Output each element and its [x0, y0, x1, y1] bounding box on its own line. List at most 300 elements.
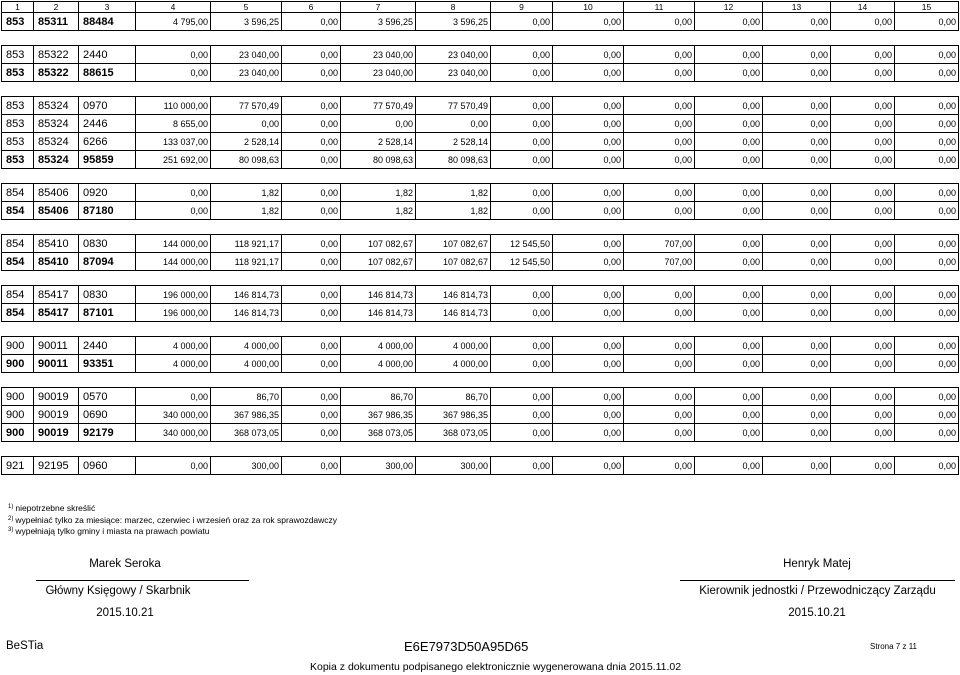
amount-cell: 0,00 [553, 388, 624, 406]
amount-cell: 0,00 [491, 424, 553, 442]
amount-cell: 0,00 [695, 133, 763, 151]
chapter-cell: 85324 [34, 97, 79, 115]
amount-cell: 0,00 [136, 457, 211, 475]
right-signature-role: Kierownik jednostki / Przewodniczący Zarządu [699, 585, 936, 597]
amount-cell: 0,00 [831, 46, 895, 64]
section-cell: 853 [2, 46, 34, 64]
amount-cell: 0,00 [831, 115, 895, 133]
row-separator [2, 220, 959, 235]
amount-cell: 80 098,63 [416, 151, 491, 169]
amount-cell: 0,00 [282, 424, 341, 442]
section-cell: 853 [2, 97, 34, 115]
amount-cell: 0,00 [895, 253, 959, 271]
amount-cell: 0,00 [282, 286, 341, 304]
amount-cell: 12 545,50 [491, 253, 553, 271]
amount-cell: 0,00 [282, 97, 341, 115]
paragraph-cell: 0970 [79, 97, 136, 115]
amount-cell: 0,00 [695, 388, 763, 406]
amount-cell: 0,00 [136, 46, 211, 64]
right-signature-name: Henryk Matej [783, 558, 851, 570]
amount-cell: 0,00 [895, 184, 959, 202]
amount-cell: 0,00 [341, 115, 416, 133]
amount-cell: 0,00 [763, 13, 831, 31]
amount-cell: 0,00 [491, 355, 553, 373]
amount-cell: 0,00 [831, 133, 895, 151]
amount-cell: 0,00 [553, 13, 624, 31]
amount-cell: 0,00 [553, 202, 624, 220]
amount-cell: 0,00 [553, 406, 624, 424]
chapter-cell: 85324 [34, 115, 79, 133]
amount-cell: 0,00 [695, 97, 763, 115]
amount-cell: 0,00 [491, 97, 553, 115]
chapter-cell: 85311 [34, 13, 79, 31]
left-signature-line [36, 580, 249, 581]
amount-cell: 0,00 [136, 64, 211, 82]
amount-cell: 107 082,67 [416, 253, 491, 271]
amount-cell: 107 082,67 [341, 235, 416, 253]
footnote: $^{2)}$ wypełniać tylko za miesiące: marzec, czerwiec i wrzesień oraz za rok sprawozdawczy [8, 514, 338, 525]
table-row [2, 46, 959, 64]
amount-cell: 0,00 [624, 184, 695, 202]
amount-cell: 0,00 [763, 406, 831, 424]
amount-cell: 0,00 [763, 202, 831, 220]
amount-cell: 0,00 [553, 457, 624, 475]
table-row [2, 115, 959, 133]
amount-cell: 0,00 [491, 184, 553, 202]
paragraph-cell: 0920 [79, 184, 136, 202]
amount-cell: 367 986,35 [341, 406, 416, 424]
amount-cell: 86,70 [211, 388, 282, 406]
amount-cell: 0,00 [491, 202, 553, 220]
amount-cell: 196 000,00 [136, 304, 211, 322]
amount-cell: 0,00 [895, 151, 959, 169]
amount-cell: 8 655,00 [136, 115, 211, 133]
paragraph-cell: 0960 [79, 457, 136, 475]
chapter-cell: 85417 [34, 304, 79, 322]
section-cell: 900 [2, 355, 34, 373]
chapter-cell: 85322 [34, 64, 79, 82]
amount-cell: 0,00 [491, 46, 553, 64]
row-separator [2, 31, 959, 46]
footnotes [8, 502, 337, 537]
amount-cell: 0,00 [831, 424, 895, 442]
amount-cell: 0,00 [763, 457, 831, 475]
paragraph-cell: 0690 [79, 406, 136, 424]
amount-cell: 0,00 [491, 151, 553, 169]
amount-cell: 12 545,50 [491, 235, 553, 253]
amount-cell: 23 040,00 [341, 46, 416, 64]
amount-cell: 146 814,73 [341, 286, 416, 304]
amount-cell: 0,00 [763, 133, 831, 151]
amount-cell: 0,00 [695, 115, 763, 133]
amount-cell: 0,00 [491, 406, 553, 424]
amount-cell: 0,00 [624, 304, 695, 322]
amount-cell: 0,00 [895, 355, 959, 373]
amount-cell: 23 040,00 [416, 46, 491, 64]
column-header: 14 [831, 2, 895, 13]
row-separator [2, 169, 959, 184]
amount-cell: 3 596,25 [341, 13, 416, 31]
amount-cell: 0,00 [624, 133, 695, 151]
column-header: 5 [211, 2, 282, 13]
amount-cell: 0,00 [831, 151, 895, 169]
paragraph-cell: 88484 [79, 13, 136, 31]
amount-cell: 0,00 [695, 337, 763, 355]
paragraph-cell: 2446 [79, 115, 136, 133]
paragraph-cell: 93351 [79, 355, 136, 373]
amount-cell: 0,00 [282, 115, 341, 133]
column-header: 10 [553, 2, 624, 13]
section-cell: 900 [2, 388, 34, 406]
amount-cell: 0,00 [282, 388, 341, 406]
paragraph-cell: 0570 [79, 388, 136, 406]
amount-cell: 0,00 [695, 457, 763, 475]
amount-cell: 1,82 [211, 184, 282, 202]
amount-cell: 0,00 [553, 286, 624, 304]
report-table [1, 1, 959, 475]
amount-cell: 2 528,14 [211, 133, 282, 151]
table-row [2, 304, 959, 322]
amount-cell: 146 814,73 [416, 286, 491, 304]
amount-cell: 107 082,67 [341, 253, 416, 271]
amount-cell: 0,00 [282, 406, 341, 424]
paragraph-cell: 0830 [79, 235, 136, 253]
paragraph-cell: 95859 [79, 151, 136, 169]
amount-cell: 0,00 [416, 115, 491, 133]
amount-cell: 340 000,00 [136, 406, 211, 424]
amount-cell: 0,00 [895, 235, 959, 253]
amount-cell: 0,00 [624, 46, 695, 64]
amount-cell: 0,00 [553, 97, 624, 115]
amount-cell: 0,00 [136, 184, 211, 202]
amount-cell: 0,00 [695, 286, 763, 304]
paragraph-cell: 6266 [79, 133, 136, 151]
table-row [2, 388, 959, 406]
amount-cell: 4 000,00 [211, 355, 282, 373]
chapter-cell: 90011 [34, 337, 79, 355]
amount-cell: 146 814,73 [211, 304, 282, 322]
amount-cell: 80 098,63 [341, 151, 416, 169]
amount-cell: 133 037,00 [136, 133, 211, 151]
amount-cell: 146 814,73 [416, 304, 491, 322]
amount-cell: 0,00 [763, 253, 831, 271]
amount-cell: 707,00 [624, 235, 695, 253]
amount-cell: 0,00 [895, 64, 959, 82]
paragraph-cell: 2440 [79, 46, 136, 64]
amount-cell: 0,00 [624, 64, 695, 82]
amount-cell: 4 000,00 [136, 337, 211, 355]
table-row [2, 13, 959, 31]
amount-cell: 0,00 [895, 406, 959, 424]
amount-cell: 0,00 [491, 337, 553, 355]
amount-cell: 0,00 [553, 133, 624, 151]
table-row [2, 337, 959, 355]
left-signature-name: Marek Seroka [89, 558, 161, 570]
amount-cell: 0,00 [831, 184, 895, 202]
amount-cell: 0,00 [282, 304, 341, 322]
amount-cell: 0,00 [491, 64, 553, 82]
amount-cell: 0,00 [624, 151, 695, 169]
amount-cell: 0,00 [553, 355, 624, 373]
amount-cell: 0,00 [831, 64, 895, 82]
table-row [2, 457, 959, 475]
amount-cell: 0,00 [695, 304, 763, 322]
amount-cell: 0,00 [136, 388, 211, 406]
amount-cell: 368 073,05 [341, 424, 416, 442]
amount-cell: 110 000,00 [136, 97, 211, 115]
amount-cell: 0,00 [282, 64, 341, 82]
paragraph-cell: 87101 [79, 304, 136, 322]
amount-cell: 77 570,49 [416, 97, 491, 115]
amount-cell: 300,00 [416, 457, 491, 475]
column-header: 13 [763, 2, 831, 13]
amount-cell: 0,00 [553, 304, 624, 322]
amount-cell: 86,70 [416, 388, 491, 406]
amount-cell: 1,82 [341, 184, 416, 202]
table-row [2, 424, 959, 442]
amount-cell: 118 921,17 [211, 235, 282, 253]
amount-cell: 367 986,35 [211, 406, 282, 424]
amount-cell: 4 000,00 [341, 337, 416, 355]
table-row [2, 235, 959, 253]
amount-cell: 0,00 [282, 355, 341, 373]
column-header: 3 [79, 2, 136, 13]
row-separator [2, 322, 959, 337]
amount-cell: 144 000,00 [136, 235, 211, 253]
column-header: 15 [895, 2, 959, 13]
section-cell: 853 [2, 64, 34, 82]
section-cell: 921 [2, 457, 34, 475]
paragraph-cell: 87180 [79, 202, 136, 220]
amount-cell: 0,00 [491, 388, 553, 406]
copy-note: Kopia z dokumentu podpisanego elektronicznie wygenerowana dnia 2015.11.02 [310, 661, 682, 673]
amount-cell: 4 000,00 [341, 355, 416, 373]
amount-cell: 0,00 [491, 286, 553, 304]
table-row [2, 253, 959, 271]
amount-cell: 0,00 [831, 355, 895, 373]
amount-cell: 1,82 [211, 202, 282, 220]
paragraph-cell: 87094 [79, 253, 136, 271]
amount-cell: 0,00 [831, 13, 895, 31]
amount-cell: 118 921,17 [211, 253, 282, 271]
document-hash: E6E7973D50A95D65 [404, 639, 529, 654]
amount-cell: 340 000,00 [136, 424, 211, 442]
table-row [2, 97, 959, 115]
amount-cell: 0,00 [491, 13, 553, 31]
amount-cell: 0,00 [695, 424, 763, 442]
amount-cell: 0,00 [695, 202, 763, 220]
amount-cell: 0,00 [624, 424, 695, 442]
amount-cell: 0,00 [831, 97, 895, 115]
section-cell: 853 [2, 13, 34, 31]
amount-cell: 0,00 [282, 46, 341, 64]
row-separator [2, 442, 959, 457]
amount-cell: 0,00 [624, 202, 695, 220]
amount-cell: 0,00 [624, 406, 695, 424]
amount-cell: 0,00 [695, 13, 763, 31]
amount-cell: 0,00 [763, 388, 831, 406]
chapter-cell: 85324 [34, 133, 79, 151]
amount-cell: 0,00 [282, 337, 341, 355]
amount-cell: 0,00 [695, 151, 763, 169]
table-row [2, 184, 959, 202]
chapter-cell: 85410 [34, 253, 79, 271]
section-cell: 900 [2, 406, 34, 424]
amount-cell: 4 795,00 [136, 13, 211, 31]
amount-cell: 0,00 [695, 46, 763, 64]
amount-cell: 0,00 [831, 253, 895, 271]
section-cell: 853 [2, 151, 34, 169]
chapter-cell: 90019 [34, 388, 79, 406]
amount-cell: 0,00 [553, 151, 624, 169]
column-header: 9 [491, 2, 553, 13]
amount-cell: 0,00 [895, 337, 959, 355]
column-header: 2 [34, 2, 79, 13]
right-signature-date: 2015.10.21 [788, 607, 846, 619]
amount-cell: 0,00 [695, 355, 763, 373]
amount-cell: 0,00 [895, 286, 959, 304]
amount-cell: 0,00 [624, 115, 695, 133]
section-cell: 854 [2, 184, 34, 202]
amount-cell: 0,00 [282, 13, 341, 31]
amount-cell: 77 570,49 [341, 97, 416, 115]
footnote: $^{1)}$ niepotrzebne skreślić [8, 503, 96, 513]
amount-cell: 0,00 [553, 115, 624, 133]
amount-cell: 0,00 [895, 133, 959, 151]
column-header: 7 [341, 2, 416, 13]
amount-cell: 0,00 [553, 46, 624, 64]
amount-cell: 0,00 [553, 253, 624, 271]
amount-cell: 0,00 [831, 337, 895, 355]
column-header-row [2, 2, 959, 13]
amount-cell: 368 073,05 [211, 424, 282, 442]
amount-cell: 0,00 [895, 304, 959, 322]
amount-cell: 0,00 [624, 337, 695, 355]
amount-cell: 0,00 [624, 97, 695, 115]
amount-cell: 0,00 [831, 406, 895, 424]
section-cell: 900 [2, 337, 34, 355]
table-row [2, 64, 959, 82]
amount-cell: 300,00 [211, 457, 282, 475]
chapter-cell: 85324 [34, 151, 79, 169]
column-header: 8 [416, 2, 491, 13]
table-row [2, 406, 959, 424]
amount-cell: 0,00 [282, 235, 341, 253]
amount-cell: 2 528,14 [416, 133, 491, 151]
chapter-cell: 85417 [34, 286, 79, 304]
amount-cell: 0,00 [624, 355, 695, 373]
amount-cell: 300,00 [341, 457, 416, 475]
amount-cell: 0,00 [553, 424, 624, 442]
amount-cell: 0,00 [763, 337, 831, 355]
amount-cell: 0,00 [895, 13, 959, 31]
amount-cell: 1,82 [416, 202, 491, 220]
chapter-cell: 85410 [34, 235, 79, 253]
amount-cell: 707,00 [624, 253, 695, 271]
amount-cell: 80 098,63 [211, 151, 282, 169]
amount-cell: 0,00 [831, 457, 895, 475]
section-cell: 854 [2, 202, 34, 220]
amount-cell: 0,00 [763, 355, 831, 373]
amount-cell: 0,00 [895, 97, 959, 115]
amount-cell: 0,00 [763, 235, 831, 253]
left-signature-date: 2015.10.21 [96, 607, 154, 619]
column-header: 6 [282, 2, 341, 13]
amount-cell: 0,00 [553, 235, 624, 253]
footnote: $^{3)}$ wypełniają tylko gminy i miasta na prawach powiatu [8, 526, 210, 536]
amount-cell: 0,00 [553, 184, 624, 202]
amount-cell: 4 000,00 [416, 337, 491, 355]
amount-cell: 107 082,67 [416, 235, 491, 253]
amount-cell: 23 040,00 [211, 46, 282, 64]
amount-cell: 0,00 [831, 202, 895, 220]
amount-cell: 23 040,00 [211, 64, 282, 82]
amount-cell: 0,00 [491, 115, 553, 133]
chapter-cell: 85322 [34, 46, 79, 64]
section-cell: 854 [2, 304, 34, 322]
amount-cell: 0,00 [895, 202, 959, 220]
table-row [2, 355, 959, 373]
amount-cell: 1,82 [341, 202, 416, 220]
chapter-cell: 90011 [34, 355, 79, 373]
paragraph-cell: 92179 [79, 424, 136, 442]
amount-cell: 0,00 [211, 115, 282, 133]
amount-cell: 2 528,14 [341, 133, 416, 151]
amount-cell: 23 040,00 [341, 64, 416, 82]
section-cell: 854 [2, 286, 34, 304]
amount-cell: 144 000,00 [136, 253, 211, 271]
column-header: 11 [624, 2, 695, 13]
amount-cell: 0,00 [763, 97, 831, 115]
amount-cell: 0,00 [624, 13, 695, 31]
chapter-cell: 90019 [34, 406, 79, 424]
amount-cell: 0,00 [895, 388, 959, 406]
column-header: 1 [2, 2, 34, 13]
row-separator [2, 271, 959, 286]
section-cell: 853 [2, 133, 34, 151]
amount-cell: 1,82 [416, 184, 491, 202]
amount-cell: 367 986,35 [416, 406, 491, 424]
left-signature-role: Główny Księgowy / Skarbnik [45, 585, 191, 597]
amount-cell: 0,00 [491, 304, 553, 322]
amount-cell: 0,00 [624, 457, 695, 475]
amount-cell: 0,00 [763, 286, 831, 304]
amount-cell: 0,00 [695, 406, 763, 424]
table-row [2, 202, 959, 220]
row-separator [2, 373, 959, 388]
amount-cell: 196 000,00 [136, 286, 211, 304]
amount-cell: 0,00 [282, 133, 341, 151]
amount-cell: 0,00 [282, 457, 341, 475]
amount-cell: 4 000,00 [211, 337, 282, 355]
amount-cell: 0,00 [763, 115, 831, 133]
amount-cell: 0,00 [895, 424, 959, 442]
column-header: 12 [695, 2, 763, 13]
amount-cell: 251 692,00 [136, 151, 211, 169]
amount-cell: 0,00 [895, 457, 959, 475]
table-body [2, 2, 959, 475]
amount-cell: 0,00 [895, 46, 959, 64]
table-row [2, 133, 959, 151]
amount-cell: 0,00 [763, 46, 831, 64]
section-cell: 900 [2, 424, 34, 442]
amount-cell: 0,00 [553, 337, 624, 355]
section-cell: 854 [2, 253, 34, 271]
section-cell: 853 [2, 115, 34, 133]
amount-cell: 86,70 [341, 388, 416, 406]
page-number: Strona 7 z 11 [870, 642, 917, 651]
amount-cell: 0,00 [624, 388, 695, 406]
